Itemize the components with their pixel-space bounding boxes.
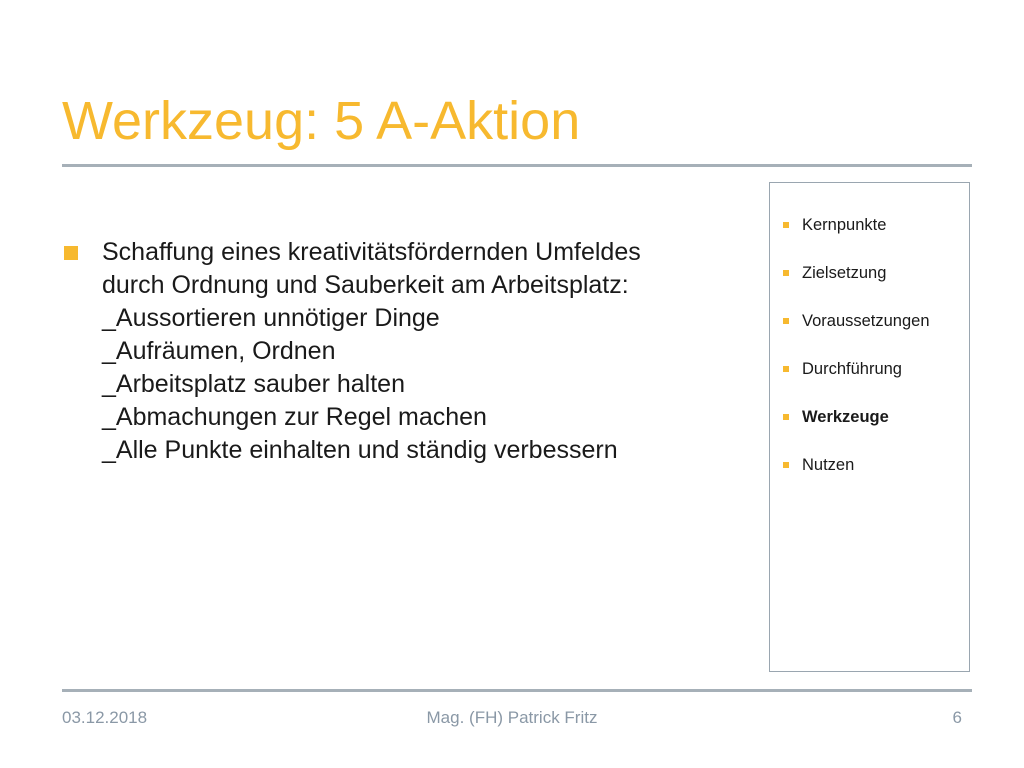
bullet-text-line: durch Ordnung und Sauberkeit am Arbeitsplatz: <box>102 271 629 299</box>
bullet-text-line: Schaffung eines kreativitätsfördernden Umfeldes <box>102 238 641 266</box>
small-square-bullet-icon <box>783 222 789 228</box>
agenda-item-label: Kernpunkte <box>802 216 887 234</box>
small-square-bullet-icon <box>783 318 789 324</box>
title-divider <box>62 164 972 167</box>
agenda-item-kernpunkte[interactable] <box>783 211 930 259</box>
footer-divider <box>62 689 972 692</box>
small-square-bullet-icon <box>783 270 789 276</box>
small-square-bullet-icon <box>783 462 789 468</box>
agenda-list <box>783 211 930 499</box>
bullet-text-line: _Alle Punkte einhalten und ständig verbessern <box>102 436 618 464</box>
bullet-text-line: _Aufräumen, Ordnen <box>102 337 336 365</box>
bullet-text-line: _Aussortieren unnötiger Dinge <box>102 304 440 332</box>
agenda-sidebar <box>769 182 970 672</box>
footer-author: Mag. (FH) Patrick Fritz <box>426 708 598 727</box>
footer-date: 03.12.2018 <box>62 708 148 727</box>
square-bullet-icon <box>64 246 78 260</box>
slide-content <box>62 236 752 467</box>
slide-title: Werkzeug: 5 A-Aktion <box>62 91 581 151</box>
agenda-item-nutzen[interactable] <box>783 451 930 499</box>
small-square-bullet-icon <box>783 414 789 420</box>
small-square-bullet-icon <box>783 366 789 372</box>
agenda-item-label: Werkzeuge <box>802 408 889 426</box>
agenda-item-durchfuehrung[interactable] <box>783 355 930 403</box>
bullet-text-line: _Arbeitsplatz sauber halten <box>102 370 405 398</box>
agenda-item-label: Voraussetzungen <box>802 312 930 330</box>
agenda-item-zielsetzung[interactable] <box>783 259 930 307</box>
agenda-item-label: Durchführung <box>802 360 902 378</box>
page-number: 6 <box>952 708 962 727</box>
bullet-text-line: _Abmachungen zur Regel machen <box>102 403 487 431</box>
agenda-item-werkzeuge[interactable] <box>783 403 930 451</box>
agenda-item-label: Nutzen <box>802 456 855 474</box>
bullet-item <box>62 236 752 467</box>
agenda-item-voraussetzungen[interactable] <box>783 307 930 355</box>
agenda-item-label: Zielsetzung <box>802 264 887 282</box>
